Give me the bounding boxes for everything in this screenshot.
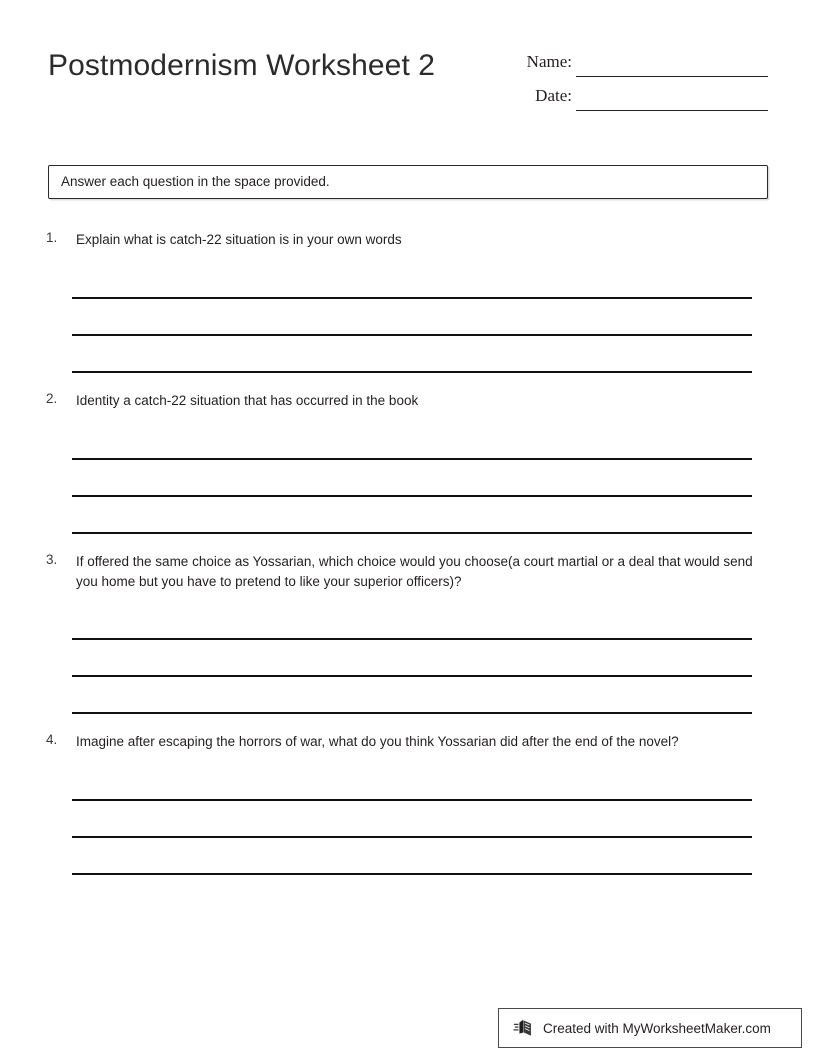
- footer-badge[interactable]: [498, 1008, 802, 1048]
- instruction-text: Answer each question in the space provided.: [61, 174, 330, 189]
- answer-lines: [46, 423, 770, 534]
- question-number: 1.: [46, 230, 58, 245]
- questions-list: [46, 230, 770, 893]
- footer-text: Created with MyWorksheetMaker.com: [543, 1020, 771, 1036]
- question-number: 3.: [46, 552, 58, 567]
- answer-line[interactable]: [72, 640, 752, 677]
- date-field-row: [516, 84, 768, 118]
- question-text: Imagine after escaping the horrors of war, what do you think Yossarian did after the end of the novel?: [76, 734, 679, 749]
- question-number: 4.: [46, 732, 58, 747]
- answer-line[interactable]: [72, 801, 752, 838]
- date-field-input-rule[interactable]: [576, 110, 768, 111]
- worksheet-header: [48, 46, 768, 124]
- answer-line[interactable]: [72, 677, 752, 714]
- question-number: 2.: [46, 391, 58, 406]
- answer-lines: [46, 262, 770, 373]
- answer-line[interactable]: [72, 460, 752, 497]
- answer-line[interactable]: [72, 603, 752, 640]
- name-field-input-rule[interactable]: [576, 76, 768, 77]
- question-item: [46, 732, 770, 875]
- answer-line[interactable]: [72, 262, 752, 299]
- answer-line[interactable]: [72, 838, 752, 875]
- question-item: [46, 552, 770, 714]
- question-heading: [46, 230, 770, 250]
- page-title: Postmodernism Worksheet 2: [48, 49, 436, 82]
- name-field-label: Name:: [526, 52, 572, 71]
- answer-line[interactable]: [72, 423, 752, 460]
- question-text: Explain what is catch-22 situation is in your own words: [76, 232, 402, 247]
- question-text: If offered the same choice as Yossarian, which choice would you choose(a court martial or a deal that would send you home but you have to pretend to like your superior officers)?: [76, 554, 753, 589]
- answer-line[interactable]: [72, 497, 752, 534]
- answer-line[interactable]: [72, 336, 752, 373]
- instruction-box: [48, 165, 768, 199]
- question-item: [46, 391, 770, 534]
- name-date-fields: [516, 50, 768, 118]
- question-heading: [46, 732, 770, 752]
- date-field-label: Date:: [535, 86, 572, 105]
- answer-line[interactable]: [72, 299, 752, 336]
- worksheet-maker-logo-icon: [513, 1017, 535, 1039]
- name-field-row: [516, 50, 768, 84]
- question-item: [46, 230, 770, 373]
- answer-lines: [46, 764, 770, 875]
- answer-line[interactable]: [72, 764, 752, 801]
- answer-lines: [46, 603, 770, 714]
- question-heading: [46, 391, 770, 411]
- question-heading: [46, 552, 770, 591]
- question-text: Identity a catch-22 situation that has occurred in the book: [76, 393, 419, 408]
